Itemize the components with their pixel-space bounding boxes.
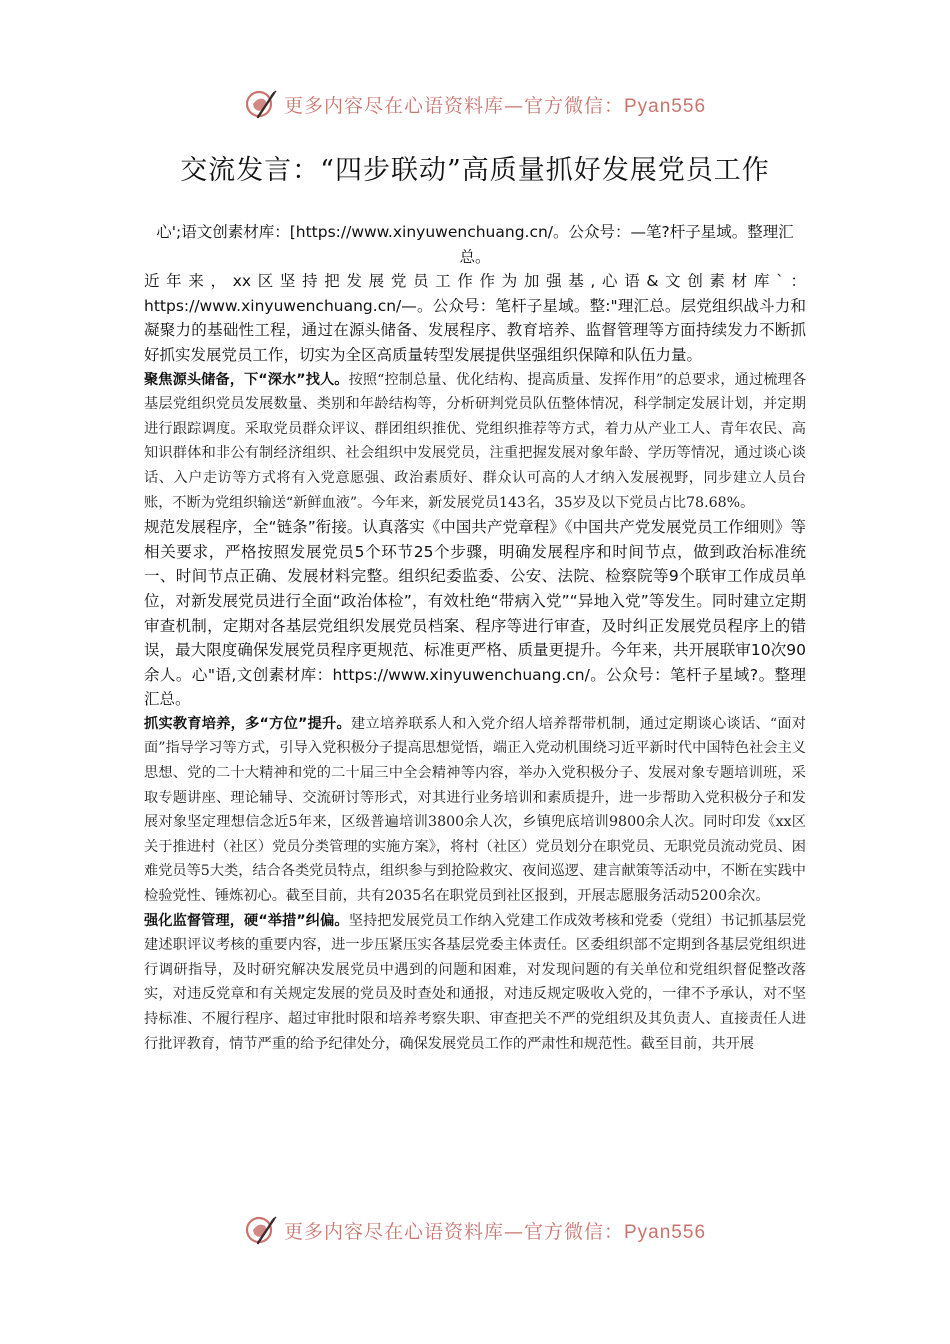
heart-quill-logo-icon (244, 87, 278, 121)
section-heading: 聚焦源头储备，下“深水”找人。 (144, 371, 349, 388)
wechat-id: Pyan556 (624, 1221, 707, 1243)
section-heading: 抓实教育培养，多“方位”提升。 (144, 715, 351, 732)
intro-paragraph: 近年来，xx区坚持把发展党员工作作为加强基,心语&文创素材库`：https://www.xinyuwenchuang.cn/—。公众号：笔杆子星域。整:"理汇总。层党组织战斗力和凝聚力的基础性工程，通过在源头储备、发展程序、教育培养、监督管理等方面持续发力不断抓好抓实发展党员工作，切实为全区高质量转型发展提供坚强组织保障和队伍力量。 (144, 272, 806, 364)
document-title: 交流发言：“四步联动”高质量抓好发展党员工作 (180, 155, 770, 186)
watermark-text: 更多内容尽在心语资料库—官方微信：Pyan556 (283, 1220, 707, 1243)
section-text: 按照“控制总量、优化结构、提高质量、发挥作用”的总要求，通过梳理各基层党组织党员发展数量、类别和年龄结构等，分析研判党员队伍整体情况，科学制定发展计划，并定期进行跟踪调度。采取党员群众评议、群团组织推优、党组织推荐等方式，着力从产业工人、青年农民、高知识群体和非公有制经济组织、社会组织中发展党员，注重把握发展对象年龄、学历等情况，通过谈心谈话、入户走访等方式将有入党意愿强、政治素质好、群众认可高的人才纳入发展视野，同步建立人员台账，不断为党组织输送“新鲜血液”。今年来，新发展党员143名，35岁及以下党员占比78.68%。 (144, 371, 807, 511)
section-text: 建立培养联系人和入党介绍人培养帮带机制，通过定期谈心谈话、“面对面”指导学习等方式，引导入党积极分子提高思想觉悟，端正入党动机围绕习近平新时代中国特色社会主义思想、党的二十大精神和党的二十届三中全会精神等内容，举办入党积极分子、发展对象专题培训班，采取专题讲座、理论辅导、交流研讨等形式，对其进行业务培训和素质提升，进一步帮助入党积极分子和发展对象坚定理想信念近5年来，区级普遍培训3800余人次，乡镇兜底培训9800余人次。同时印发《xx区关于推进村（社区）党员分类管理的实施方案》，将村（社区）党员划分在职党员、无职党员流动党员、困难党员等5大类，结合各类党员特点，组织参与到抢险救灾、夜间巡逻、建言献策等活动中，不断在实践中检验党性、锤炼初心。截至目前，共有2035名在职党员到社区报到，开展志愿服务活动5200余次。 (144, 715, 806, 905)
section-education-training (144, 712, 806, 909)
document-body (144, 220, 806, 1056)
section-development-procedure: 规范发展程序，全“链条”衔接。认真落实《中国共产党章程》《中国共产党发展党员工作细则》等相关要求，严格按照发展党员5个环节25个步骤，明确发展程序和时间节点，做到政治标准统一、时间节点正确、发展材料完整。组织纪委监委、公安、法院、检察院等9个联审工作成员单位，对新发展党员进行全面“政治体检”，有效杜绝“带病入党”“异地入党”等发生。同时建立定期审查机制，定期对各基层党组织发展党员档案、程序等进行审查，及时纠正发展党员程序上的错误，最大限度确保发展党员程序更规范、标准更严格、质量更提升。今年来，共开展联审10次90余人。心"语,文创素材库：https://www.xinyuwenchuang.cn/。公众号：笔杆子星域?。整理汇总。 (144, 518, 806, 709)
watermark-text: 更多内容尽在心语资料库—官方微信：Pyan556 (283, 94, 707, 117)
watermark-banner-bottom (0, 1208, 950, 1252)
watermark-banner-top (0, 82, 950, 126)
section-supervision (144, 909, 806, 1057)
heart-quill-logo-icon (244, 1213, 278, 1247)
section-source-reserve (144, 368, 806, 516)
section-text: 坚持把发展党员工作纳入党建工作成效考核和党委（党组）书记抓基层党建述职评议考核的重要内容，进一步压紧压实各基层党委主体责任。区委组织部不定期到各基层党组织进行调研指导，及时研究解决发展党员中遇到的问题和困难，对发现问题的有关单位和党组织督促整改落实，对违反党章和有关规定发展的党员及时查处和通报，对违反规定吸收入党的，一律不予承认，对不坚持标准、不履行程序、超过审批时限和培养考察失职、审查把关不严的党组织及其负责人、直接责任人进行批评教育，情节严重的给予纪律处分，确保发展党员工作的严肃性和规范性。截至目前，共开展 (144, 912, 806, 1052)
wechat-id: Pyan556 (624, 95, 707, 117)
section-heading: 强化监督管理，硬“举措”纠偏。 (144, 912, 349, 929)
source-note: 心';语文创素材库：[https://www.xinyuwenchuang.cn/。公众号：—笔?杆子星域。整理汇总。 (156, 223, 794, 266)
